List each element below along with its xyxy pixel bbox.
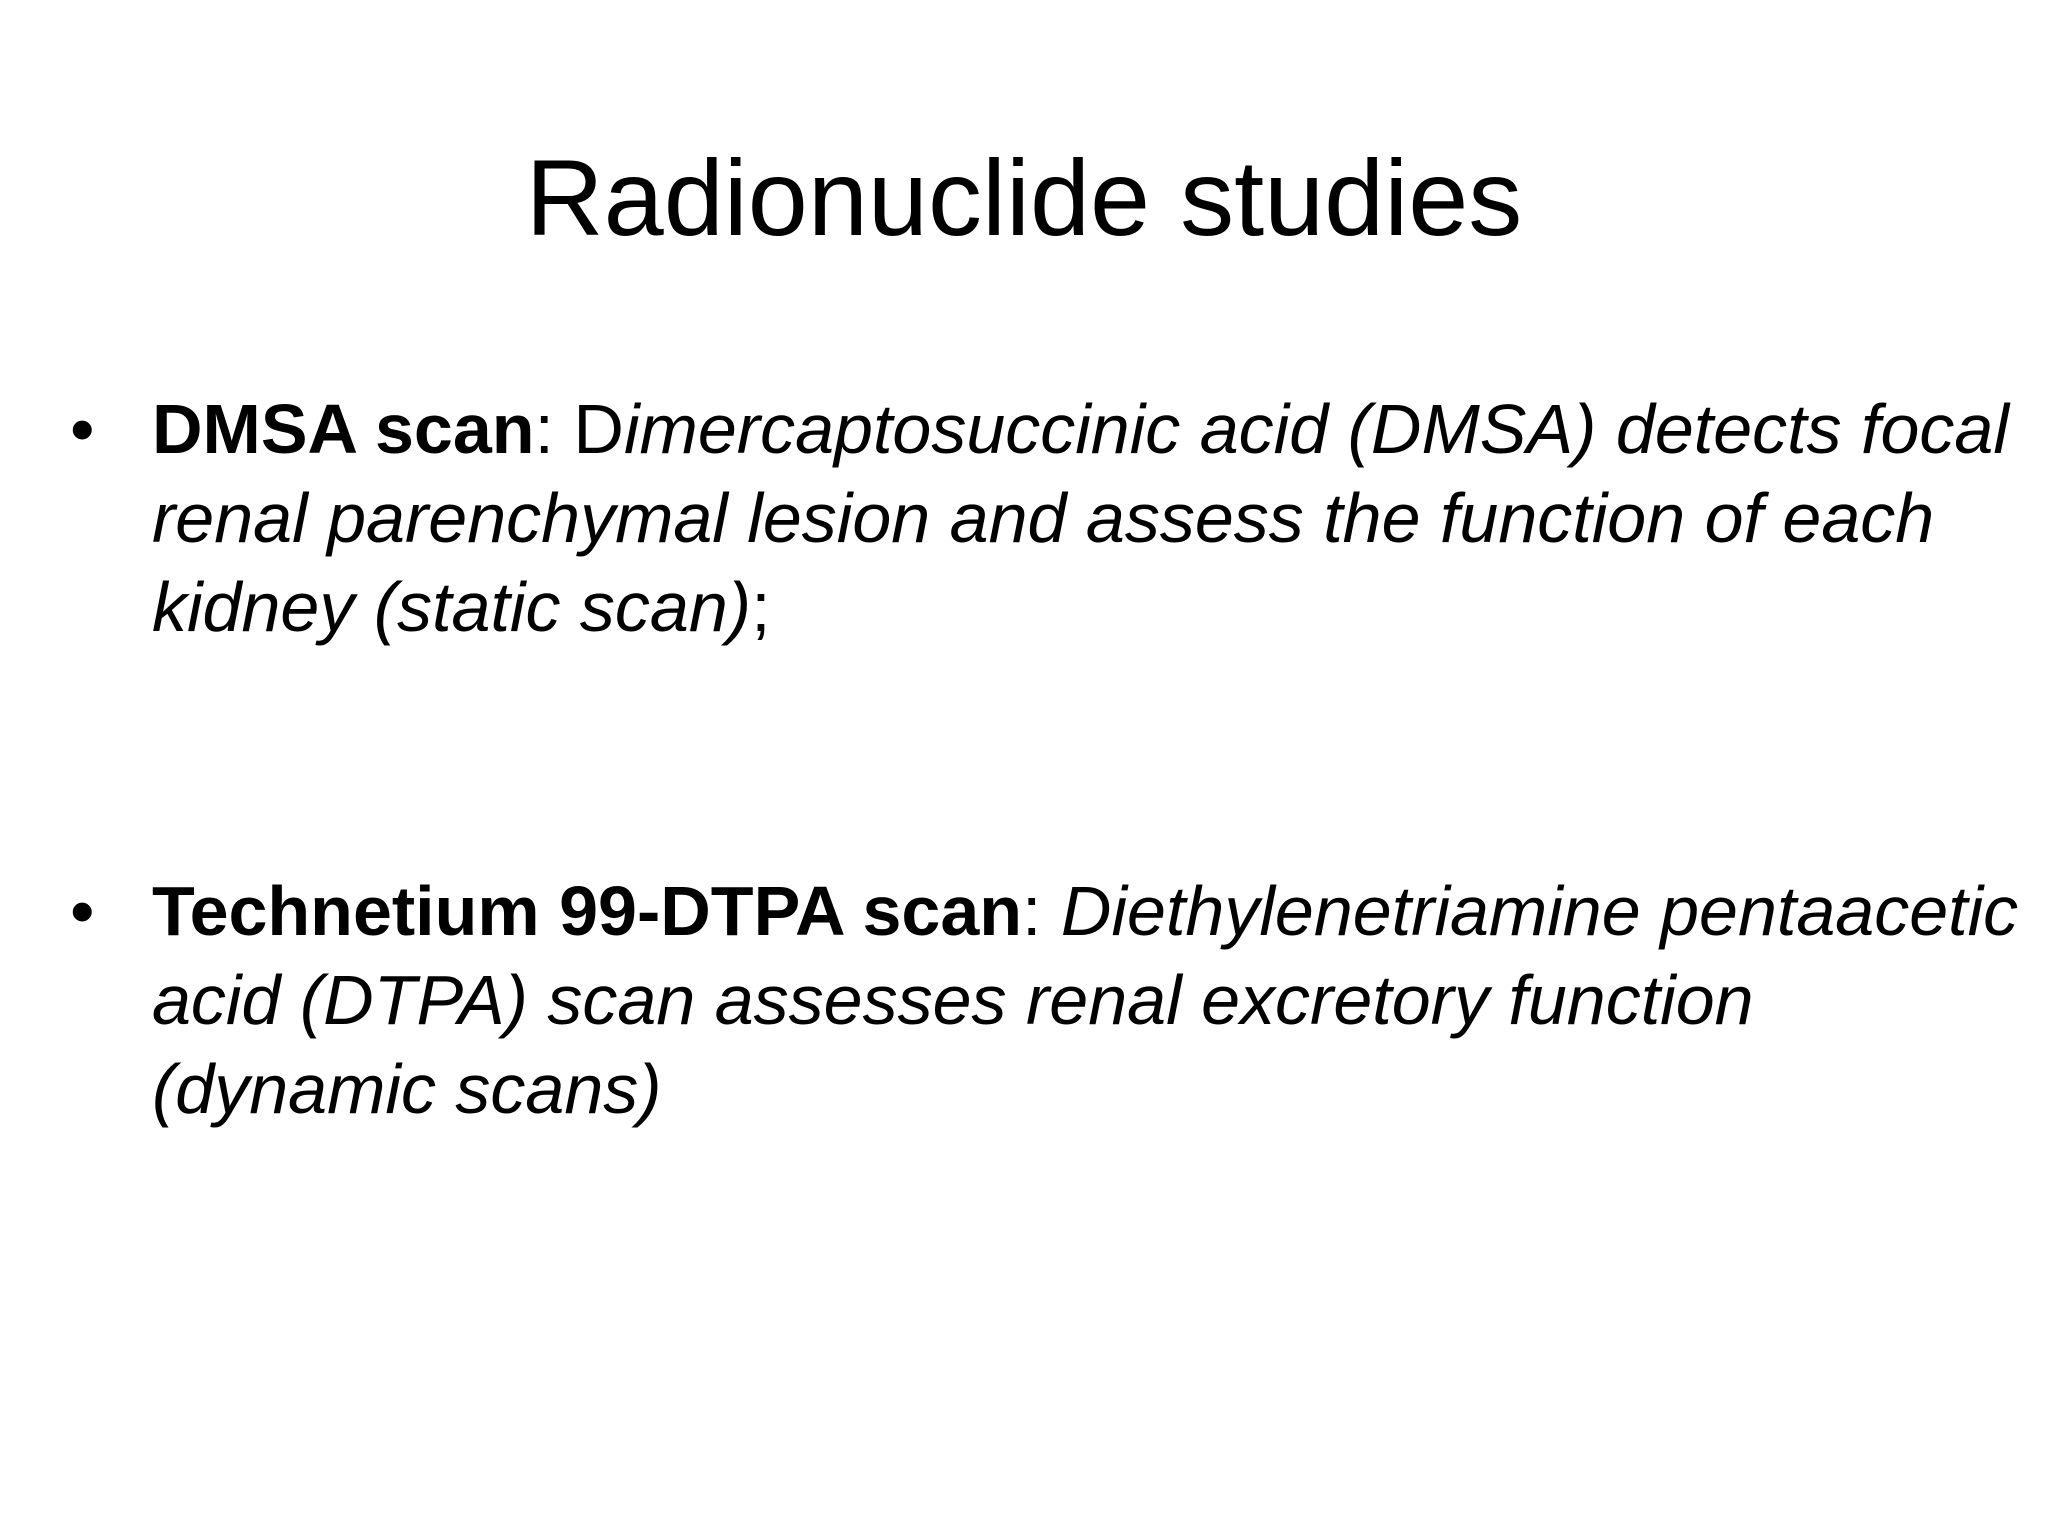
- bullet-separator: :: [534, 390, 574, 468]
- bullet-item-dtpa: [70, 867, 2020, 1134]
- bullet-description: Diethylenetriamine pentaacetic acid (DTPA) scan assesses renal excretory function (dynamic scans): [152, 872, 2019, 1128]
- bullet-list: [70, 385, 2020, 1134]
- slide-title: Radionuclide studies: [525, 137, 1523, 258]
- bullet-term: DMSA scan: [152, 390, 535, 468]
- bullet-marker: •: [70, 390, 95, 468]
- bullet-description: imercaptosuccinic acid (DMSA) detects focal renal parenchymal lesion and assess the function of each kidney (static scan): [152, 390, 2009, 646]
- bullet-term: Technetium 99-DTPA scan: [152, 872, 1023, 950]
- bullet-tail: ;: [751, 568, 771, 646]
- bullet-description-initial: D: [573, 390, 624, 468]
- bullet-separator: :: [1022, 872, 1061, 950]
- bullet-marker: •: [70, 872, 95, 950]
- bullet-item-dmsa: [70, 385, 2020, 652]
